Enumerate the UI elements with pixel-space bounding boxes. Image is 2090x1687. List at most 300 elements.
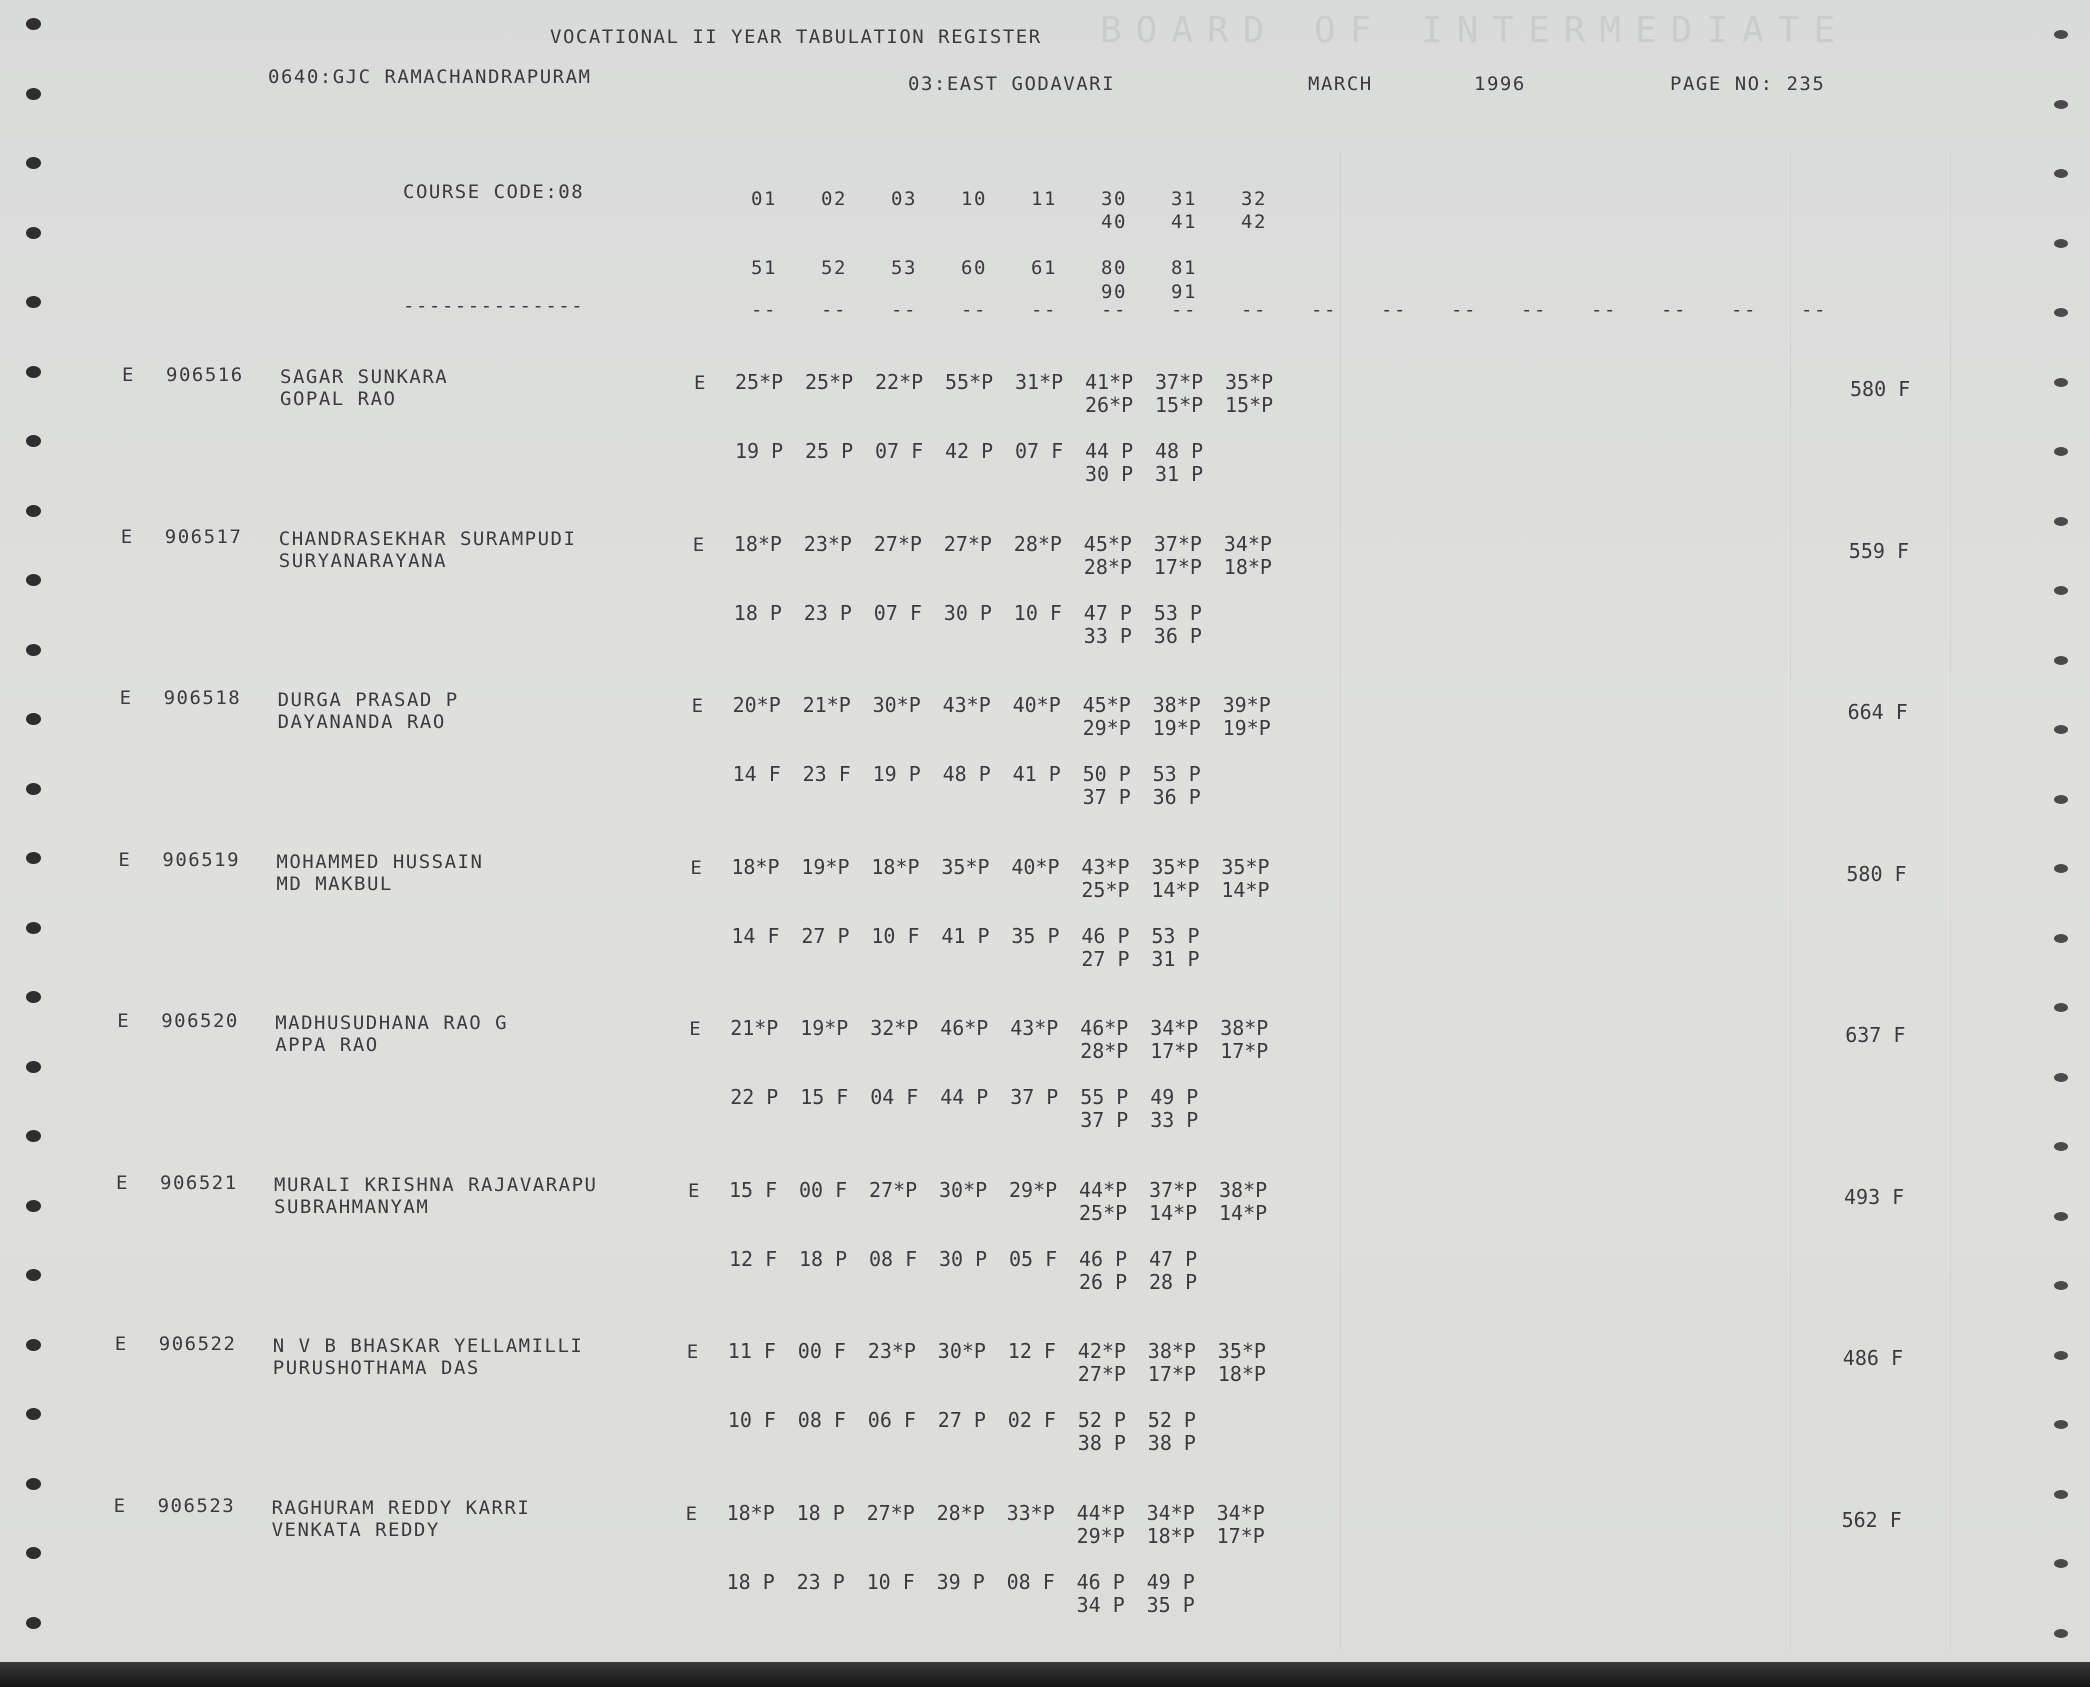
bleed-through-text: BOARD OF INTERMEDIATE: [1100, 10, 1850, 51]
feed-hole-icon: [2054, 934, 2068, 943]
mark-cell: 18*P: [1146, 1523, 1195, 1548]
feed-hole-icon: [26, 574, 41, 586]
feed-hole-icon: [26, 1339, 41, 1351]
mark-cell: 33 P: [1083, 623, 1132, 648]
mark-cell: 17*P: [1147, 1362, 1196, 1386]
column-dash: --: [1731, 299, 1757, 321]
subject-code: 61: [1031, 257, 1057, 279]
mark-cell: 19*P: [800, 1016, 849, 1040]
column-dash: --: [1241, 299, 1267, 321]
guide-line: [1950, 150, 1951, 1650]
mark-cell: 27 P: [937, 1408, 986, 1432]
mark-cell: 34*P: [1216, 1500, 1265, 1525]
mark-cell: 14 F: [731, 923, 780, 948]
exam-flag: E: [114, 1333, 128, 1355]
mark-cell: 21*P: [802, 693, 851, 717]
mark-cell: 27*P: [873, 531, 922, 556]
mark-cell: 02 F: [1007, 1408, 1056, 1432]
feed-hole-icon: [2054, 864, 2068, 873]
total-result: 493 F: [1844, 1184, 1905, 1209]
mark-cell: 15 F: [729, 1177, 778, 1202]
exam-type-mark: E: [686, 1341, 700, 1363]
mark-cell: 43*P: [1081, 854, 1130, 879]
exam-type-mark: E: [688, 1179, 701, 1202]
mark-cell: 27*P: [1077, 1362, 1126, 1386]
student-name: DURGA PRASAD P: [277, 689, 459, 711]
mark-cell: 46 P: [1081, 923, 1130, 948]
column-dash: --: [1101, 299, 1127, 321]
mark-cell: 42*P: [1077, 1339, 1126, 1363]
mark-cell: 28*P: [1013, 531, 1062, 556]
feed-hole-icon: [26, 644, 41, 656]
mark-cell: 27*P: [866, 1500, 915, 1525]
student-name: MURALI KRISHNA RAJAVARAPU: [274, 1173, 598, 1196]
mark-cell: 46*P: [940, 1016, 989, 1040]
mark-cell: 53 P: [1152, 762, 1201, 786]
exam-month: MARCH: [1308, 73, 1373, 95]
subject-code: 51: [751, 257, 777, 279]
mark-cell: 38*P: [1220, 1016, 1269, 1040]
mark-cell: 18*P: [1217, 1362, 1266, 1386]
feed-hole-icon: [2054, 1142, 2068, 1151]
mark-cell: 40*P: [1011, 854, 1060, 879]
column-dash: --: [891, 299, 917, 321]
total-result: 559 F: [1848, 538, 1910, 563]
mark-cell: 15*P: [1225, 393, 1274, 417]
feed-hole-icon: [2054, 1281, 2068, 1290]
feed-hole-icon: [26, 852, 41, 864]
mark-cell: 35*P: [1225, 370, 1274, 394]
feed-hole-icon: [2054, 447, 2068, 456]
mark-cell: 29*P: [1076, 1523, 1125, 1548]
subject-code: 90: [1101, 281, 1127, 303]
feed-hole-icon: [26, 88, 41, 100]
mark-cell: 37 P: [1010, 1085, 1059, 1109]
mark-cell: 05 F: [1009, 1246, 1058, 1271]
subject-code: 81: [1171, 257, 1197, 279]
mark-cell: 10 F: [1013, 600, 1062, 625]
exam-type-mark: E: [685, 1502, 699, 1525]
subject-code: 41: [1171, 211, 1197, 233]
mark-cell: 41 P: [941, 923, 990, 948]
feed-hole-icon: [26, 1408, 41, 1420]
mark-cell: 06 F: [867, 1408, 916, 1432]
mark-cell: 18*P: [871, 854, 920, 879]
mark-cell: 22*P: [875, 370, 924, 394]
mark-cell: 49 P: [1150, 1085, 1199, 1109]
mark-cell: 17*P: [1153, 554, 1202, 579]
mark-cell: 31 P: [1151, 946, 1200, 971]
total-result: 562 F: [1841, 1507, 1902, 1532]
exam-type-mark: E: [692, 533, 706, 556]
mark-cell: 33*P: [1006, 1500, 1055, 1525]
mark-cell: 18 P: [726, 1569, 775, 1594]
mark-cell: 34*P: [1223, 531, 1272, 556]
subject-code: 80: [1101, 257, 1127, 279]
exam-type-mark: E: [690, 856, 704, 879]
mark-cell: 19*P: [1222, 716, 1271, 740]
exam-flag: E: [116, 1171, 129, 1194]
parent-name: VENKATA REDDY: [271, 1518, 440, 1541]
mark-cell: 23*P: [867, 1339, 916, 1363]
mark-cell: 46 P: [1079, 1246, 1128, 1271]
mark-cell: 44*P: [1076, 1500, 1125, 1525]
feed-hole-icon: [2054, 30, 2068, 39]
exam-type-mark: E: [694, 372, 707, 394]
mark-cell: 18*P: [1223, 554, 1272, 579]
mark-cell: 36 P: [1152, 785, 1201, 809]
feed-hole-icon: [2054, 1629, 2068, 1638]
subject-code: 01: [751, 188, 777, 210]
mark-cell: 20*P: [732, 693, 781, 717]
feed-hole-icon: [2054, 1420, 2068, 1429]
feed-hole-icon: [2054, 1490, 2068, 1499]
mark-cell: 34 P: [1076, 1592, 1125, 1617]
mark-cell: 38*P: [1147, 1339, 1196, 1363]
mark-cell: 31 P: [1155, 462, 1204, 486]
feed-hole-icon: [2054, 1559, 2068, 1568]
subject-code: 11: [1031, 188, 1057, 210]
mark-cell: 39*P: [1222, 693, 1271, 717]
mark-cell: 47 P: [1149, 1246, 1198, 1271]
mark-cell: 28*P: [1083, 554, 1132, 579]
mark-cell: 14*P: [1221, 877, 1270, 902]
subject-code: 03: [891, 188, 917, 210]
exam-type-mark: E: [689, 1018, 703, 1040]
feed-hole-icon: [26, 783, 41, 795]
subject-code: 10: [961, 188, 987, 210]
mark-cell: 12 F: [729, 1246, 778, 1271]
feed-hole-icon: [2054, 1003, 2068, 1012]
roll-number: 906517: [164, 525, 243, 548]
mark-cell: 26*P: [1085, 393, 1134, 417]
subject-code: 60: [961, 257, 987, 279]
mark-cell: 11 F: [727, 1339, 776, 1363]
mark-cell: 27*P: [869, 1177, 918, 1202]
feed-hole-icon: [26, 1478, 41, 1490]
feed-hole-icon: [26, 1617, 41, 1629]
guide-line: [1340, 150, 1341, 1650]
column-dash: --: [1801, 299, 1827, 321]
exam-year: 1996: [1474, 73, 1526, 95]
feed-hole-icon: [2054, 795, 2068, 804]
feed-hole-icon: [26, 1200, 41, 1212]
subject-code: 52: [821, 257, 847, 279]
mark-cell: 00 F: [797, 1339, 846, 1363]
mark-cell: 29*P: [1082, 716, 1131, 740]
total-result: 637 F: [1845, 1023, 1906, 1047]
mark-cell: 23 P: [803, 600, 852, 625]
exam-flag: E: [118, 848, 132, 871]
subject-code: 32: [1241, 188, 1267, 210]
mark-cell: 27*P: [943, 531, 992, 556]
column-dash: --: [1661, 299, 1687, 321]
mark-cell: 19*P: [1152, 716, 1201, 740]
total-result: 580 F: [1850, 377, 1911, 401]
parent-name: APPA RAO: [275, 1034, 379, 1056]
mark-cell: 37*P: [1153, 531, 1202, 556]
mark-cell: 34*P: [1150, 1016, 1199, 1040]
feed-hole-icon: [2054, 100, 2068, 109]
mark-cell: 35 P: [1011, 923, 1060, 948]
mark-cell: 29*P: [1009, 1177, 1058, 1202]
mark-cell: 32*P: [870, 1016, 919, 1040]
column-dash: --: [1591, 299, 1617, 321]
feed-hole-icon: [26, 1130, 41, 1142]
mark-cell: 38*P: [1152, 693, 1201, 717]
mark-cell: 12 F: [1007, 1339, 1056, 1363]
mark-cell: 10 F: [727, 1408, 776, 1432]
feed-hole-icon: [26, 991, 41, 1003]
mark-cell: 48 P: [942, 762, 991, 786]
mark-cell: 23 F: [802, 762, 851, 786]
mark-cell: 17*P: [1150, 1039, 1199, 1063]
mark-cell: 00 F: [799, 1177, 848, 1202]
exam-flag: E: [117, 1010, 131, 1032]
column-dash: --: [1381, 299, 1407, 321]
mark-cell: 23 P: [796, 1569, 845, 1594]
mark-cell: 14*P: [1149, 1200, 1198, 1225]
mark-cell: 22 P: [730, 1085, 779, 1109]
mark-cell: 27 P: [1081, 946, 1130, 971]
mark-cell: 19 P: [872, 762, 921, 786]
mark-cell: 18*P: [726, 1500, 775, 1525]
feed-hole-icon: [2054, 308, 2068, 317]
mark-cell: 47 P: [1083, 600, 1132, 625]
mark-cell: 38*P: [1219, 1177, 1268, 1202]
parent-name: SURYANARAYANA: [278, 549, 448, 572]
mark-cell: 17*P: [1220, 1039, 1269, 1063]
total-result: 664 F: [1847, 700, 1908, 724]
mark-cell: 18*P: [731, 854, 780, 879]
student-name: MOHAMMED HUSSAIN: [276, 850, 484, 873]
mark-cell: 52 P: [1147, 1408, 1196, 1432]
mark-cell: 37 P: [1080, 1108, 1129, 1132]
mark-cell: 15*P: [1155, 393, 1204, 417]
mark-cell: 53 P: [1153, 600, 1202, 625]
parent-name: PURUSHOTHAMA DAS: [272, 1357, 480, 1379]
student-name: N V B BHASKAR YELLAMILLI: [272, 1335, 584, 1357]
feed-hole-icon: [2054, 1212, 2068, 1221]
column-dash: --: [961, 299, 987, 321]
mark-cell: 18 P: [733, 600, 782, 625]
course-underline: --------------: [403, 295, 585, 317]
column-dash: --: [1521, 299, 1547, 321]
mark-cell: 14 F: [732, 762, 781, 786]
feed-hole-icon: [26, 1547, 41, 1559]
feed-hole-icon: [26, 922, 41, 934]
mark-cell: 28 P: [1149, 1269, 1198, 1294]
column-dash: --: [1311, 299, 1337, 321]
feed-hole-icon: [2054, 586, 2068, 595]
mark-cell: 38 P: [1077, 1431, 1126, 1455]
feed-hole-icon: [26, 157, 41, 169]
roll-number: 906516: [166, 364, 244, 386]
mark-cell: 27 P: [801, 923, 850, 948]
exam-type-mark: E: [691, 695, 705, 717]
mark-cell: 31*P: [1015, 370, 1064, 394]
subject-code: 30: [1101, 188, 1127, 210]
feed-hole-icon: [2054, 239, 2068, 248]
column-dash: --: [1171, 299, 1197, 321]
feed-hole-icon: [2054, 1073, 2068, 1082]
mark-cell: 15 F: [800, 1085, 849, 1109]
mark-cell: 21*P: [730, 1016, 779, 1040]
mark-cell: 25*P: [805, 370, 854, 394]
mark-cell: 08 F: [1006, 1569, 1055, 1594]
subject-code: 40: [1101, 211, 1127, 233]
subject-code: 42: [1241, 211, 1267, 233]
course-code: COURSE CODE:08: [403, 181, 585, 203]
mark-cell: 40*P: [1012, 693, 1061, 717]
mark-cell: 36 P: [1153, 623, 1202, 648]
mark-cell: 43*P: [942, 693, 991, 717]
total-result: 580 F: [1846, 861, 1907, 886]
parent-name: DAYANANDA RAO: [277, 711, 446, 733]
mark-cell: 55*P: [945, 370, 994, 394]
mark-cell: 14*P: [1151, 877, 1200, 902]
mark-cell: 07 F: [875, 439, 924, 463]
mark-cell: 23*P: [803, 531, 852, 556]
exam-flag: E: [113, 1494, 127, 1517]
mark-cell: 37*P: [1149, 1177, 1198, 1202]
mark-cell: 08 F: [869, 1246, 918, 1271]
parent-name: SUBRAHMANYAM: [274, 1195, 430, 1218]
feed-hole-icon: [26, 435, 41, 447]
mark-cell: 53 P: [1151, 923, 1200, 948]
mark-cell: 30 P: [1085, 462, 1134, 486]
feed-hole-icon: [26, 18, 41, 30]
roll-number: 906518: [163, 687, 242, 709]
mark-cell: 18 P: [799, 1246, 848, 1271]
mark-cell: 35*P: [1217, 1339, 1266, 1363]
column-dash: --: [1031, 299, 1057, 321]
subject-code: 31: [1171, 188, 1197, 210]
roll-number: 906521: [160, 1171, 238, 1194]
feed-hole-icon: [26, 713, 41, 725]
roll-number: 906522: [158, 1333, 237, 1355]
feed-hole-icon: [26, 227, 41, 239]
mark-cell: 19 P: [735, 439, 784, 463]
district-name: 03:EAST GODAVARI: [908, 73, 1116, 95]
student-name: MADHUSUDHANA RAO G: [275, 1012, 509, 1034]
feed-hole-icon: [2054, 725, 2068, 734]
feed-hole-icon: [26, 1269, 41, 1281]
mark-cell: 55 P: [1080, 1085, 1129, 1109]
mark-cell: 48 P: [1155, 439, 1204, 463]
mark-cell: 46*P: [1080, 1016, 1129, 1040]
exam-flag: E: [119, 687, 133, 709]
feed-hole-icon: [2054, 517, 2068, 526]
feed-hole-icon: [2054, 169, 2068, 178]
mark-cell: 38 P: [1147, 1431, 1196, 1455]
mark-cell: 10 F: [866, 1569, 915, 1594]
total-result: 486 F: [1842, 1346, 1904, 1370]
mark-cell: 28*P: [936, 1500, 985, 1525]
exam-flag: E: [122, 364, 135, 386]
roll-number: 906520: [161, 1010, 239, 1032]
mark-cell: 44 P: [940, 1085, 989, 1109]
mark-cell: 35*P: [941, 854, 990, 879]
mark-cell: 44*P: [1079, 1177, 1128, 1202]
parent-name: GOPAL RAO: [280, 388, 397, 410]
register-title: VOCATIONAL II YEAR TABULATION REGISTER: [550, 26, 1042, 48]
mark-cell: 44 P: [1085, 439, 1134, 463]
mark-cell: 30 P: [943, 600, 992, 625]
mark-cell: 30*P: [939, 1177, 988, 1202]
student-name: CHANDRASEKHAR SURAMPUDI: [278, 527, 577, 550]
parent-name: MD MAKBUL: [276, 872, 393, 895]
feed-hole-icon: [2054, 378, 2068, 387]
mark-cell: 42 P: [945, 439, 994, 463]
guide-line: [1790, 150, 1791, 1650]
mark-cell: 45*P: [1082, 693, 1131, 717]
mark-cell: 07 F: [873, 600, 922, 625]
subject-code: 53: [891, 257, 917, 279]
feed-hole-icon: [26, 1061, 41, 1073]
mark-cell: 30*P: [937, 1339, 986, 1363]
mark-cell: 25 P: [805, 439, 854, 463]
mark-cell: 25*P: [1079, 1200, 1128, 1225]
feed-hole-icon: [2054, 656, 2068, 665]
mark-cell: 49 P: [1146, 1569, 1195, 1594]
mark-cell: 18*P: [733, 531, 782, 556]
mark-cell: 04 F: [870, 1085, 919, 1109]
subject-code: 91: [1171, 281, 1197, 303]
mark-cell: 14*P: [1219, 1200, 1268, 1225]
column-dash: --: [821, 299, 847, 321]
mark-cell: 28*P: [1080, 1039, 1129, 1063]
student-name: RAGHURAM REDDY KARRI: [271, 1496, 531, 1519]
subject-code: 02: [821, 188, 847, 210]
mark-cell: 08 F: [797, 1408, 846, 1432]
mark-cell: 30 P: [939, 1246, 988, 1271]
column-dash: --: [751, 299, 777, 321]
mark-cell: 26 P: [1079, 1269, 1128, 1294]
roll-number: 906519: [162, 848, 241, 871]
mark-cell: 10 F: [871, 923, 920, 948]
mark-cell: 19*P: [801, 854, 850, 879]
mark-cell: 30*P: [872, 693, 921, 717]
mark-cell: 18 P: [796, 1500, 845, 1525]
mark-cell: 34*P: [1146, 1500, 1195, 1525]
feed-hole-icon: [26, 296, 41, 308]
mark-cell: 25*P: [735, 370, 784, 394]
feed-hole-icon: [26, 505, 41, 517]
mark-cell: 07 F: [1015, 439, 1064, 463]
mark-cell: 50 P: [1082, 762, 1131, 786]
scan-edge: [0, 1662, 2090, 1687]
feed-hole-icon: [2054, 1351, 2068, 1360]
mark-cell: 35*P: [1151, 854, 1200, 879]
mark-cell: 35*P: [1221, 854, 1270, 879]
mark-cell: 46 P: [1076, 1569, 1125, 1594]
mark-cell: 41 P: [1012, 762, 1061, 786]
mark-cell: 37*P: [1155, 370, 1204, 394]
mark-cell: 41*P: [1085, 370, 1134, 394]
mark-cell: 17*P: [1216, 1523, 1265, 1548]
exam-flag: E: [120, 525, 134, 548]
page-number: PAGE NO: 235: [1670, 73, 1826, 95]
roll-number: 906523: [157, 1494, 236, 1517]
student-name: SAGAR SUNKARA: [280, 366, 449, 388]
mark-cell: 39 P: [936, 1569, 985, 1594]
college-code: 0640:GJC RAMACHANDRAPURAM: [268, 66, 592, 88]
mark-cell: 52 P: [1077, 1408, 1126, 1432]
column-dash: --: [1451, 299, 1477, 321]
mark-cell: 37 P: [1082, 785, 1131, 809]
mark-cell: 35 P: [1146, 1592, 1195, 1617]
